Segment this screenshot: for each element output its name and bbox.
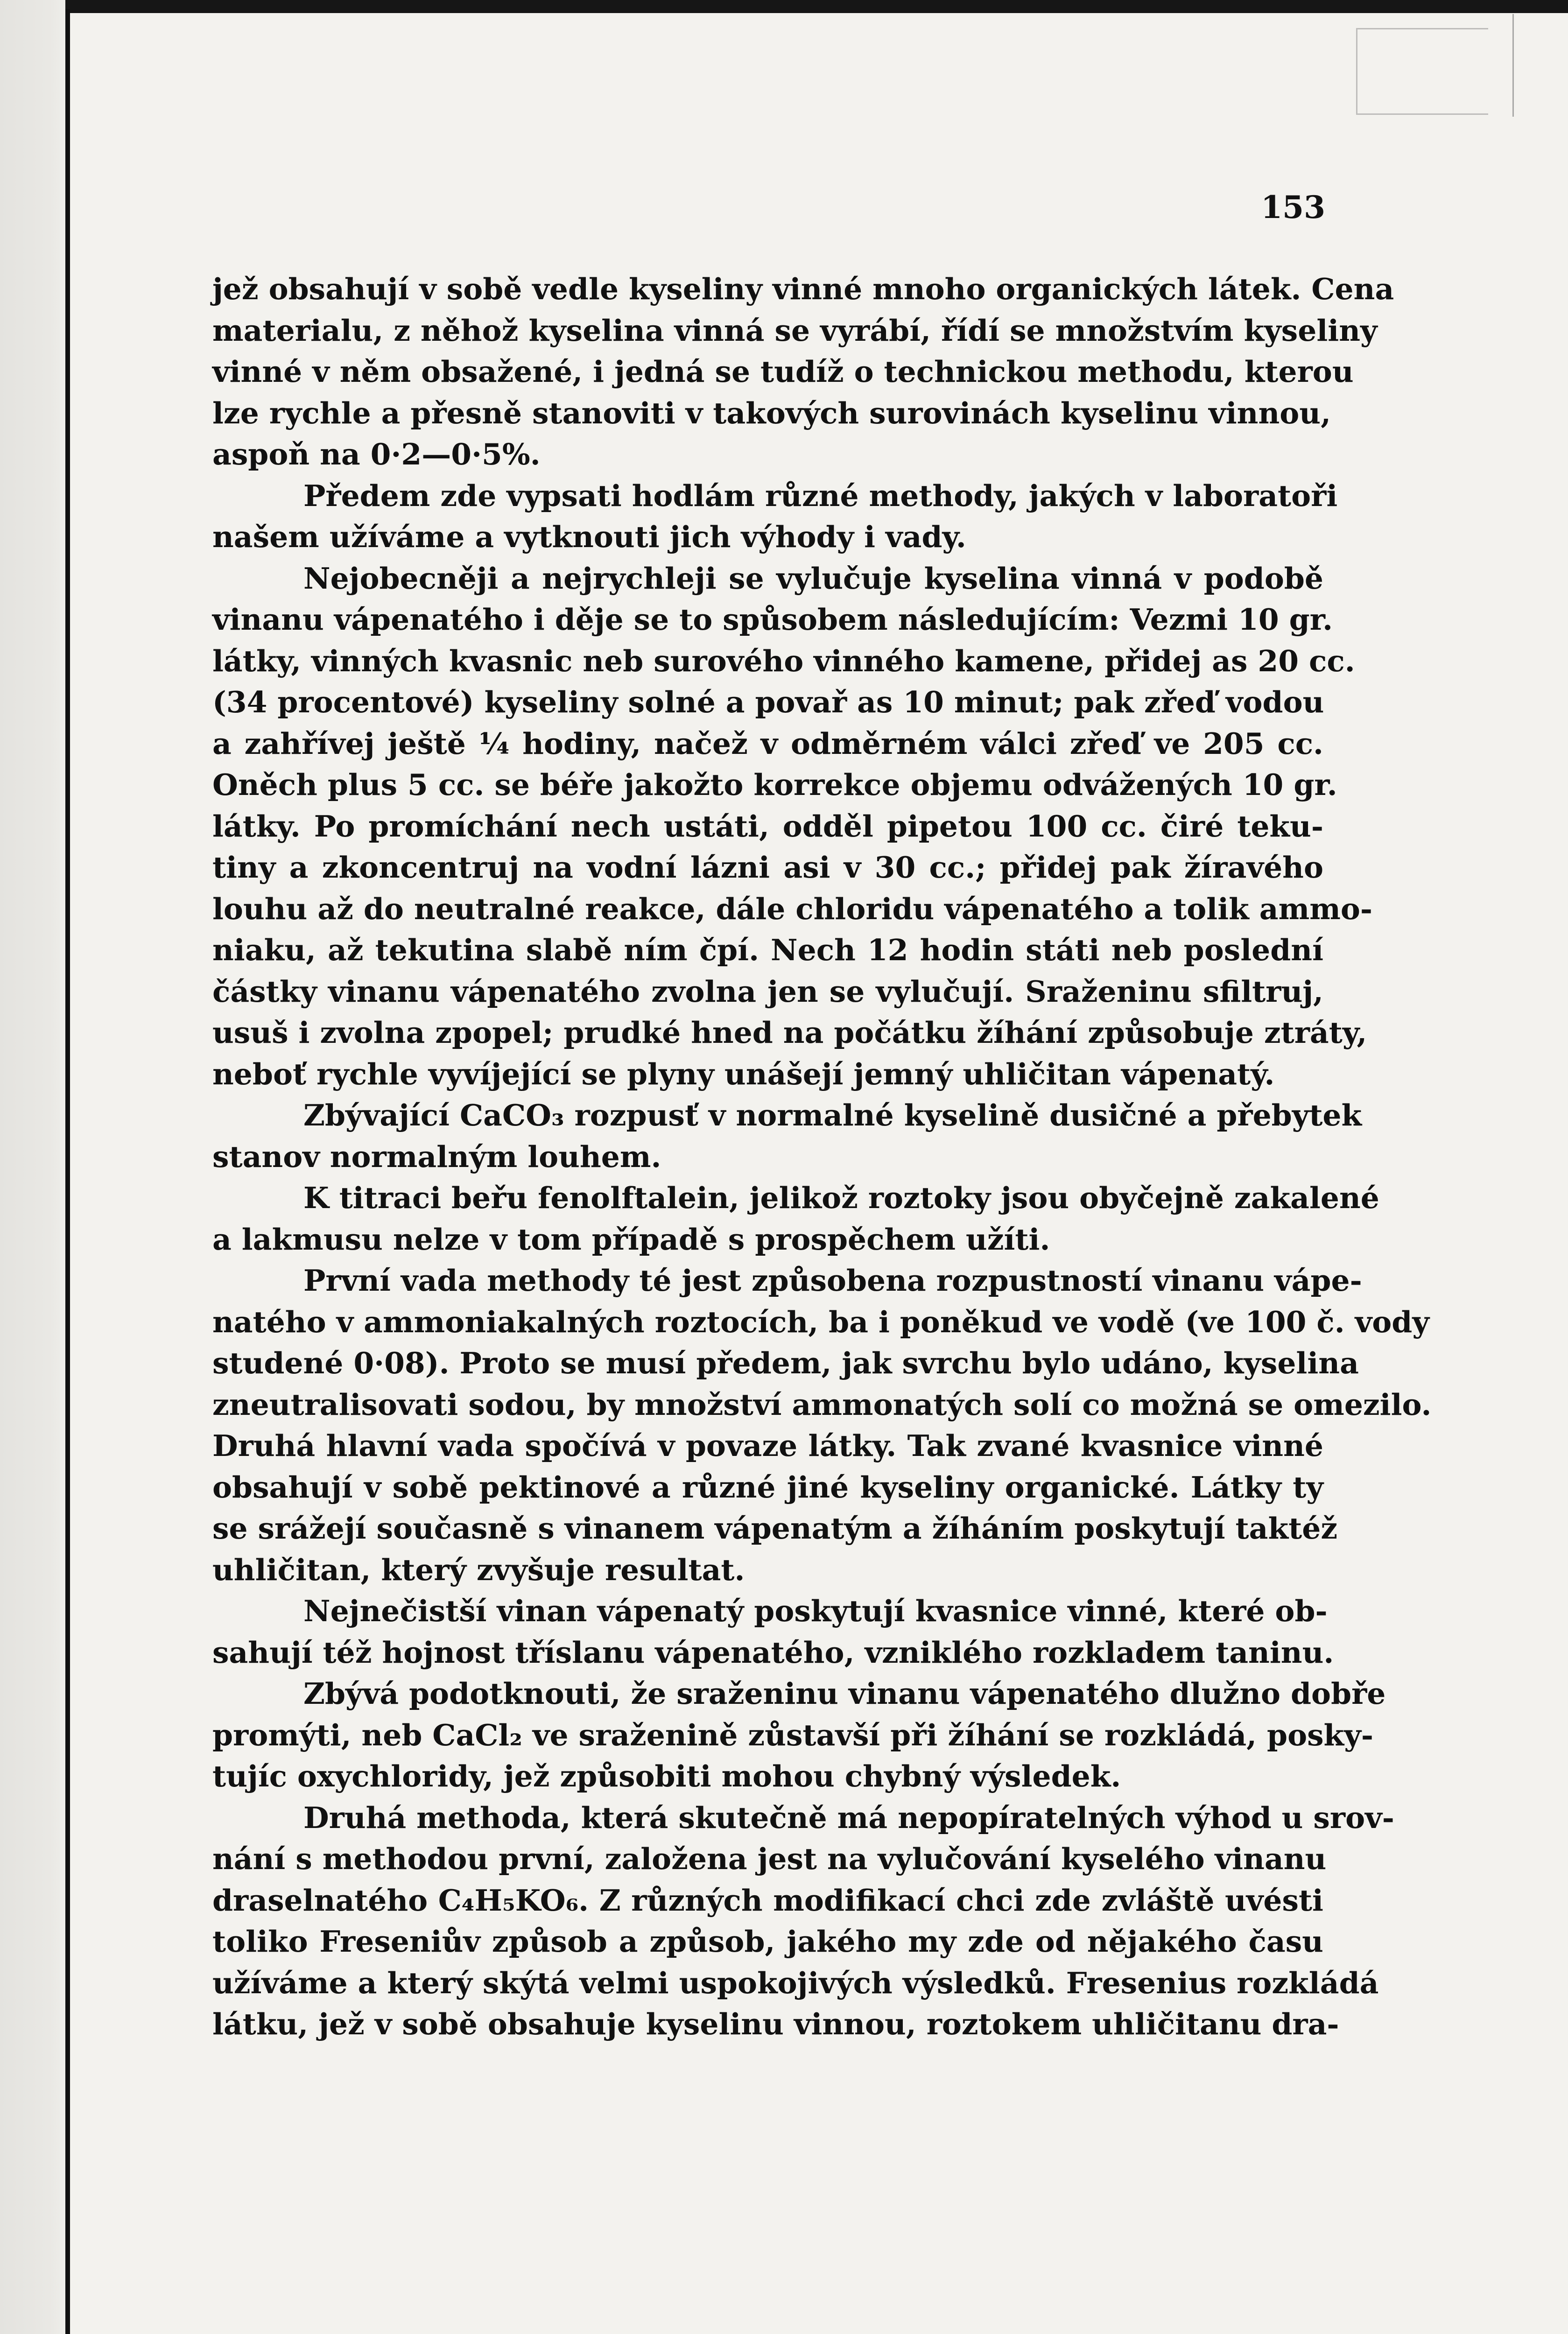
text-line: vinné v něm obsažené, i jedná se tudíž o technickou methodu, kterou [212,354,1354,389]
text-line: částky vinanu vápenatého zvolna jen se vylučují. Sraženinu sfiltruj, [212,974,1323,1009]
text-line: Zbývající CaCO₃ rozpusť v normalné kyselině dusičné a přebytek [303,1098,1362,1132]
text-line: užíváme a který skýtá velmi uspokojivých výsledků. Fresenius rozkládá [212,1965,1379,2000]
scan-border-left [0,0,70,2334]
text-line: nání s methodou první, založena jest na vylučování kyselého vinanu [212,1842,1327,1876]
text-line: zneutralisovati sodou, by množství ammonatých solí co možná se omezilo. [212,1387,1432,1422]
text-line: neboť rychle vyvíjející se plyny unášejí jemný uhličitan vápenatý. [212,1056,1275,1091]
text-line: Nejobecněji a nejrychleji se vylučuje kyselina vinná v podobě [303,561,1323,596]
text-line: lze rychle a přesně stanoviti v takových surovinách kyselinu vinnou, [212,395,1331,430]
text-line: Nejnečistší vinan vápenatý poskytují kvasnice vinné, které ob- [303,1594,1328,1628]
scan-corner-mark [1356,28,1488,115]
body-text [212,268,1432,2045]
text-line: Zbývá podotknouti, že sraženinu vinanu vápenatého dlužno dobře [303,1676,1386,1711]
text-line: Oněch plus 5 cc. se béře jakožto korrekce objemu odvážených 10 gr. [212,767,1337,802]
page-number: 153 [1261,189,1325,225]
text-line: látky, vinných kvasnic neb surového vinného kamene, přidej as 20 cc. [212,643,1355,678]
text-line: obsahují v sobě pektinové a různé jiné kyseliny organické. Látky ty [212,1469,1323,1504]
text-line: látky. Po promíchání nech ustáti, odděl pipetou 100 cc. čiré teku- [212,808,1323,844]
text-line: Druhá hlavní vada spočívá v povaze látky. Tak zvané kvasnice vinné [212,1428,1323,1463]
text-line: materialu, z něhož kyselina vinná se vyrábí, řídí se množstvím kyseliny [212,313,1378,348]
text-line: tujíc oxychloridy, jež způsobiti mohou chybný výsledek. [212,1759,1121,1793]
scan-corner-mark-line [1512,14,1514,117]
text-line: niaku, až tekutina slabě ním čpí. Nech 12 hodin státi neb poslední [212,933,1323,967]
text-line: tiny a zkoncentruj na vodní lázni asi v 30 cc.; přidej pak žíravého [212,850,1323,885]
text-line: látku, jež v sobě obsahuje kyselinu vinnou, roztokem uhličitanu dra- [212,2007,1339,2041]
text-line: vinanu vápenatého i děje se to spůsobem následujícím: Vezmi 10 gr. [212,602,1333,637]
text-line: a lakmusu nelze v tom případě s prospěchem užíti. [212,1222,1050,1257]
text-line: aspoň na 0·2—0·5%. [212,437,541,471]
text-line: se srážejí současně s vinanem vápenatým a žíháním poskytují taktéž [212,1511,1338,1546]
text-line: a zahřívej ještě ¼ hodiny, načež v odměrném válci zřeď ve 205 cc. [212,726,1323,761]
text-line: První vada methody té jest způsobena rozpustností vinanu vápe- [303,1263,1362,1298]
scan-border-top [65,0,1568,13]
text-line: Předem zde vypsati hodlám různé methody, jakých v laboratoři [303,478,1338,513]
text-line: louhu až do neutralné reakce, dále chloridu vápenatého a tolik ammo- [212,891,1373,926]
text-line: uhličitan, který zvyšuje resultat. [212,1552,745,1587]
text-line: studené 0·08). Proto se musí předem, jak svrchu bylo udáno, kyselina [212,1346,1359,1380]
text-line: toliko Freseniův způsob a způsob, jakého my zde od nějakého času [212,1924,1323,1959]
text-line: promýti, neb CaCl₂ ve sraženině zůstavší při žíhání se rozkládá, posky- [212,1717,1373,1752]
text-line: draselnatého C₄H₅KO₆. Z různých modifikací chci zde zvláště uvésti [212,1883,1323,1918]
text-line: K titraci beřu fenolftalein, jelikož roztoky jsou obyčejně zakalené [303,1181,1379,1215]
text-line: našem užíváme a vytknouti jich výhody i vady. [212,520,966,554]
text-line: usuš i zvolna zpopel; prudké hned na počátku žíhání způsobuje ztráty, [212,1015,1367,1050]
text-line: Druhá methoda, která skutečně má nepopíratelných výhod u srov- [303,1800,1394,1835]
text-line: (34 procentové) kyseliny solné a povař as 10 minut; pak zřeď vodou [212,685,1324,719]
text-line: stanov normalným louhem. [212,1139,661,1174]
text-line: jež obsahují v sobě vedle kyseliny vinné mnoho organických látek. Cena [212,272,1394,306]
text-line: sahují též hojnost tříslanu vápenatého, vzniklého rozkladem taninu. [212,1635,1334,1670]
scan-border-rule [65,9,70,2334]
text-line: natého v ammoniakalných roztocích, ba i poněkud ve vodě (ve 100 č. vody [212,1304,1429,1339]
